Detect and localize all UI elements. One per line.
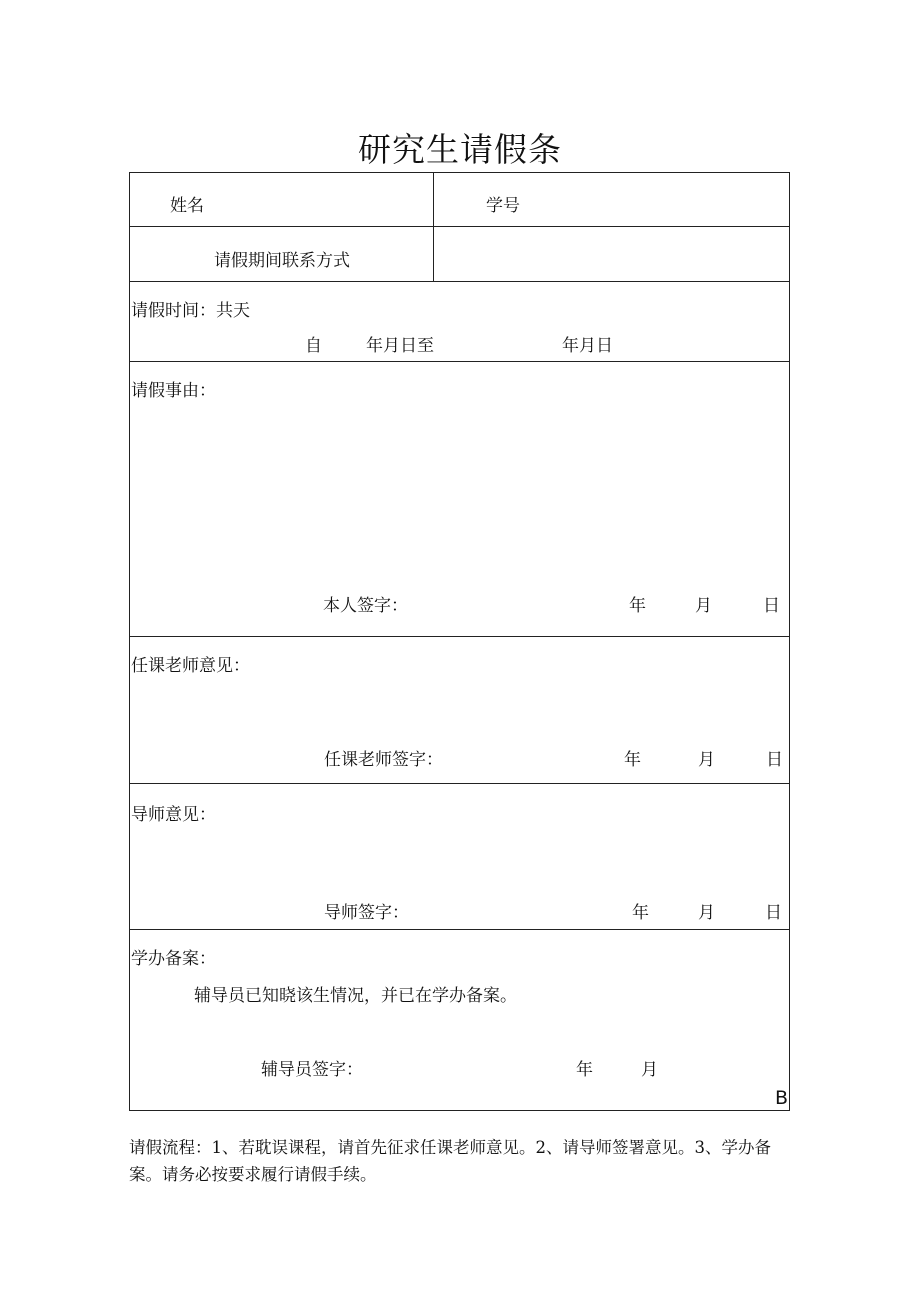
leave-form-table bbox=[129, 172, 790, 1111]
row-divider bbox=[130, 226, 789, 227]
form-title: 研究生请假条 bbox=[358, 130, 562, 169]
advisor-signature-label: 导师签字： bbox=[324, 903, 409, 923]
date-to-label: 年月日至 bbox=[366, 336, 434, 356]
office-statement: 辅导员已知晓该生情况，并已在学办备案。 bbox=[194, 986, 517, 1006]
row-divider bbox=[130, 929, 789, 930]
day-label: 日 bbox=[763, 596, 780, 616]
reason-label: 请假事由： bbox=[131, 381, 216, 401]
student-id-label: 学号 bbox=[486, 196, 520, 216]
self-signature-label: 本人签字： bbox=[323, 596, 408, 616]
day-label: 日 bbox=[766, 750, 783, 770]
teacher-opinion-label: 任课老师意见： bbox=[131, 656, 250, 676]
year-label: 年 bbox=[632, 903, 649, 923]
counselor-signature-label: 辅导员签字： bbox=[261, 1060, 363, 1080]
row-divider bbox=[130, 281, 789, 282]
from-label: 自 bbox=[305, 336, 322, 356]
leave-procedure-note bbox=[129, 1134, 779, 1188]
advisor-opinion-label: 导师意见： bbox=[131, 805, 216, 825]
teacher-signature-label: 任课老师签字： bbox=[324, 750, 443, 770]
column-divider bbox=[433, 173, 434, 281]
contact-label: 请假期间联系方式 bbox=[214, 251, 350, 271]
name-label: 姓名 bbox=[170, 196, 204, 216]
row-divider bbox=[130, 361, 789, 362]
year-label: 年 bbox=[624, 750, 641, 770]
row-divider bbox=[130, 636, 789, 637]
month-label: 月 bbox=[641, 1060, 658, 1080]
note-lead: 请假流程： bbox=[129, 1138, 212, 1157]
corner-mark: B bbox=[775, 1087, 789, 1109]
month-label: 月 bbox=[695, 596, 712, 616]
end-date-label: 年月日 bbox=[562, 336, 613, 356]
year-label: 年 bbox=[629, 596, 646, 616]
year-label: 年 bbox=[576, 1060, 593, 1080]
office-record-label: 学办备案： bbox=[131, 949, 216, 969]
note-text: 1、若耽误课程，请首先征求任课老师意见。2、请导师签署意见。3、学办备案。请务必按要求履行请假手续。 bbox=[129, 1138, 771, 1184]
month-label: 月 bbox=[698, 903, 715, 923]
month-label: 月 bbox=[698, 750, 715, 770]
day-label: 日 bbox=[765, 903, 782, 923]
row-divider bbox=[130, 783, 789, 784]
leave-time-label: 请假时间：共天 bbox=[131, 301, 250, 321]
